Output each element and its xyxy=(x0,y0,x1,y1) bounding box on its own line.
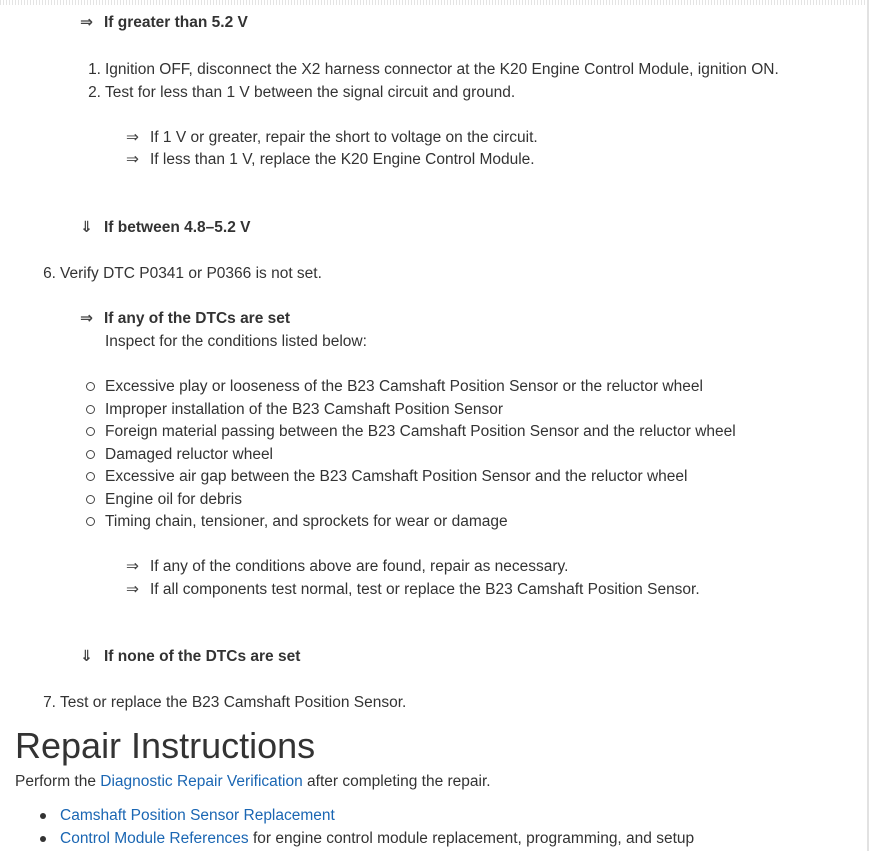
result-line xyxy=(126,128,538,148)
right-double-arrow-icon: ⇒ xyxy=(126,581,139,598)
diagnostic-repair-verification-link[interactable]: Diagnostic Repair Verification xyxy=(100,773,303,790)
result-line xyxy=(126,580,700,600)
circle-bullet-icon xyxy=(86,405,95,414)
result-heading-label: If between 4.8–5.2 V xyxy=(104,219,251,236)
circle-bullet-icon xyxy=(86,382,95,391)
result-line xyxy=(126,557,568,577)
step-text: Test or replace the B23 Camshaft Position Sensor. xyxy=(60,694,407,711)
step-number: 1. xyxy=(88,61,101,78)
circle-bullet-icon xyxy=(86,450,95,459)
top-edge-fade xyxy=(0,0,869,5)
circle-bullet-icon xyxy=(86,495,95,504)
circle-bullet-icon xyxy=(86,517,95,526)
step-text: Verify DTC P0341 or P0366 is not set. xyxy=(60,265,322,282)
disc-bullet-icon xyxy=(40,813,46,819)
list-item xyxy=(60,806,335,826)
repair-intro-after: after completing the repair. xyxy=(302,773,491,790)
list-item: Improper installation of the B23 Camshaft Position Sensor xyxy=(105,401,504,418)
list-item xyxy=(60,829,694,849)
right-double-arrow-icon: ⇒ xyxy=(80,14,93,31)
control-module-references-link[interactable]: Control Module References xyxy=(60,830,249,847)
camshaft-sensor-replacement-link[interactable]: Camshaft Position Sensor Replacement xyxy=(60,807,335,824)
step-number: 6. xyxy=(43,265,56,282)
result-heading-label: If greater than 5.2 V xyxy=(104,14,248,31)
right-double-arrow-icon: ⇒ xyxy=(126,151,139,168)
result-line xyxy=(126,150,535,170)
step-number: 7. xyxy=(43,694,56,711)
repair-intro xyxy=(15,772,491,792)
down-double-arrow-icon: ⇓ xyxy=(80,219,93,236)
right-double-arrow-icon: ⇒ xyxy=(126,558,139,575)
result-text: If any of the conditions above are found, repair as necessary. xyxy=(150,558,569,575)
section-heading: Repair Instructions xyxy=(15,725,316,766)
result-text: If all components test normal, test or replace the B23 Camshaft Position Sensor. xyxy=(150,581,700,598)
step-text: Ignition OFF, disconnect the X2 harness connector at the K20 Engine Control Module, ignition ON. xyxy=(105,61,779,78)
result-heading-greater-than xyxy=(80,13,248,33)
result-heading-label: If none of the DTCs are set xyxy=(104,648,301,665)
down-double-arrow-icon: ⇓ xyxy=(80,648,93,665)
right-double-arrow-icon: ⇒ xyxy=(80,310,93,327)
link-trailing-text: for engine control module replacement, programming, and setup xyxy=(248,830,695,847)
list-item: Excessive air gap between the B23 Camshaft Position Sensor and the reluctor wheel xyxy=(105,468,688,485)
result-heading-between xyxy=(80,218,250,238)
result-heading-dtcs-set xyxy=(80,309,290,329)
list-item: Engine oil for debris xyxy=(105,491,242,508)
step-number: 2. xyxy=(88,84,101,101)
disc-bullet-icon xyxy=(40,836,46,842)
result-heading-label: If any of the DTCs are set xyxy=(104,310,291,327)
result-heading-none-set xyxy=(80,647,300,667)
right-double-arrow-icon: ⇒ xyxy=(126,129,139,146)
list-item: Excessive play or looseness of the B23 Camshaft Position Sensor or the reluctor wheel xyxy=(105,378,703,395)
circle-bullet-icon xyxy=(86,427,95,436)
list-item: Damaged reluctor wheel xyxy=(105,446,274,463)
result-text: If 1 V or greater, repair the short to voltage on the circuit. xyxy=(150,129,538,146)
list-item: Timing chain, tensioner, and sprockets for wear or damage xyxy=(105,513,508,530)
result-text: If less than 1 V, replace the K20 Engine Control Module. xyxy=(150,151,535,168)
repair-intro-before: Perform the xyxy=(15,773,101,790)
list-item: Foreign material passing between the B23 Camshaft Position Sensor and the reluctor wheel xyxy=(105,423,736,440)
result-subtext: Inspect for the conditions listed below: xyxy=(105,333,367,350)
circle-bullet-icon xyxy=(86,472,95,481)
step-text: Test for less than 1 V between the signal circuit and ground. xyxy=(105,84,516,101)
